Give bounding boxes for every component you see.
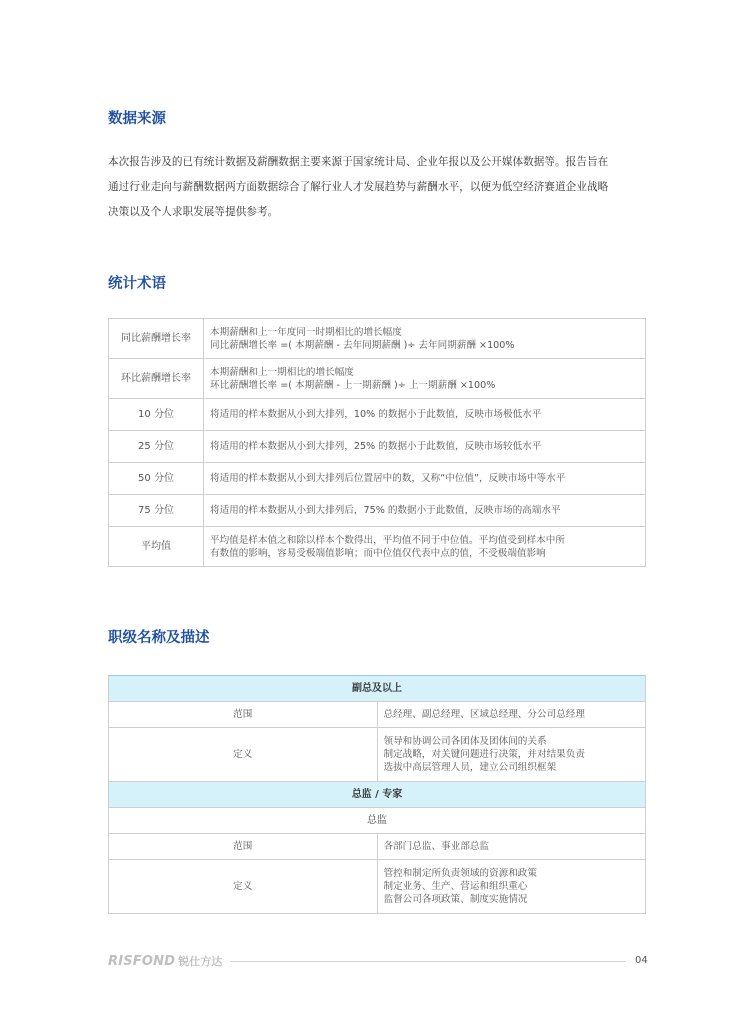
table-row bbox=[109, 728, 646, 782]
paragraph-line: 本次报告涉及的已有统计数据及薪酬数据主要来源于国家统计局、企业年报以及公开媒体数据等。报告旨在 bbox=[108, 156, 609, 168]
term-cell: 50 分位 bbox=[109, 463, 204, 495]
table-row bbox=[109, 527, 646, 567]
definition-value bbox=[377, 860, 646, 914]
definition-line: 制定战略，对关键问题进行决策，并对结果负责 bbox=[383, 749, 585, 760]
table-row bbox=[109, 431, 646, 463]
definition-cell bbox=[204, 431, 646, 463]
scope-label: 范围 bbox=[109, 702, 378, 728]
definition-line: 环比薪酬增长率 =( 本期薪酬 - 上一期薪酬 )÷ 上一期薪酬 ×100% bbox=[210, 379, 496, 391]
definition-cell bbox=[204, 359, 646, 399]
footer-logo bbox=[108, 953, 222, 969]
section-title-terms: 统计术语 bbox=[108, 276, 166, 292]
table-row bbox=[109, 463, 646, 495]
term-cell: 75 分位 bbox=[109, 495, 204, 527]
definition-line: 制定业务、生产、营运和组织重心 bbox=[383, 881, 528, 892]
term-cell: 平均值 bbox=[109, 527, 204, 567]
definition-line: 管控和制定所负责领域的资源和政策 bbox=[383, 868, 537, 879]
definition-line: 将适用的样本数据从小到大排列，10% 的数据小于此数值，反映市场极低水平 bbox=[210, 409, 542, 420]
term-cell: 同比薪酬增长率 bbox=[109, 319, 204, 359]
table-row bbox=[109, 702, 646, 728]
definition-line: 选拔中高层管理人员，建立公司组织框架 bbox=[383, 762, 557, 773]
definition-line: 监督公司各项政策、制度实施情况 bbox=[383, 894, 528, 905]
definition-cell bbox=[204, 527, 646, 567]
section-title-levels: 职级名称及描述 bbox=[108, 630, 210, 646]
definition-label: 定义 bbox=[109, 860, 378, 914]
terms-table bbox=[108, 318, 646, 567]
definition-value bbox=[377, 728, 646, 782]
band-header-row bbox=[109, 676, 646, 702]
logo-text-cn: 锐仕方达 bbox=[178, 955, 223, 968]
logo-text-en: RISFOND bbox=[108, 954, 176, 969]
definition-cell bbox=[204, 463, 646, 495]
definition-line: 将适用的样本数据从小到大排列，25% 的数据小于此数值，反映市场较低水平 bbox=[210, 441, 542, 452]
definition-line: 将适用的样本数据从小到大排列后，75% 的数据小于此数值，反映市场的高端水平 bbox=[210, 505, 561, 516]
definition-line: 同比薪酬增长率 =( 本期薪酬 - 去年同期薪酬 )÷ 去年同期薪酬 ×100% bbox=[210, 339, 515, 351]
definition-line: 平均值是样本值之和除以样本个数得出，平均值不同于中位值。平均值受到样本中所 bbox=[210, 534, 565, 546]
levels-table bbox=[108, 675, 646, 914]
definition-line: 本期薪酬和上一期相比的增长幅度 bbox=[210, 366, 354, 378]
scope-value: 各部门总监、事业部总监 bbox=[377, 834, 646, 860]
table-row bbox=[109, 319, 646, 359]
table-row bbox=[109, 399, 646, 431]
definition-line: 将适用的样本数据从小到大排列后位置居中的数，又称“中位值”，反映市场中等水平 bbox=[210, 473, 566, 484]
definition-cell bbox=[204, 319, 646, 359]
sub-header-row bbox=[109, 808, 646, 834]
scope-label: 范围 bbox=[109, 834, 378, 860]
definition-line: 本期薪酬和上一年度同一时期相比的增长幅度 bbox=[210, 326, 402, 338]
band-header: 副总及以上 bbox=[109, 676, 646, 702]
section-title-data-source: 数据来源 bbox=[108, 111, 166, 127]
paragraph-line: 通过行业走向与薪酬数据两方面数据综合了解行业人才发展趋势与薪酬水平，以便为低空经济赛道企业战略 bbox=[108, 181, 609, 193]
table-row bbox=[109, 495, 646, 527]
scope-value: 总经理、副总经理、区域总经理、分公司总经理 bbox=[377, 702, 646, 728]
definition-cell bbox=[204, 495, 646, 527]
band-header: 总监 / 专家 bbox=[109, 782, 646, 808]
table-row bbox=[109, 860, 646, 914]
paragraph-line: 决策以及个人求职发展等提供参考。 bbox=[108, 206, 279, 218]
data-source-paragraph bbox=[108, 150, 653, 225]
band-header-row bbox=[109, 782, 646, 808]
definition-line: 有数值的影响，容易受极端值影响；而中位值仅代表中点的值，不受极端值影响 bbox=[210, 547, 546, 559]
footer-divider bbox=[230, 961, 626, 962]
term-cell: 10 分位 bbox=[109, 399, 204, 431]
table-row bbox=[109, 834, 646, 860]
table-row bbox=[109, 359, 646, 399]
page-number: 04 bbox=[635, 955, 648, 966]
definition-cell bbox=[204, 399, 646, 431]
term-cell: 25 分位 bbox=[109, 431, 204, 463]
term-cell: 环比薪酬增长率 bbox=[109, 359, 204, 399]
definition-line: 领导和协调公司各团体及团体间的关系 bbox=[383, 736, 547, 747]
sub-header: 总监 bbox=[109, 808, 646, 834]
definition-label: 定义 bbox=[109, 728, 378, 782]
